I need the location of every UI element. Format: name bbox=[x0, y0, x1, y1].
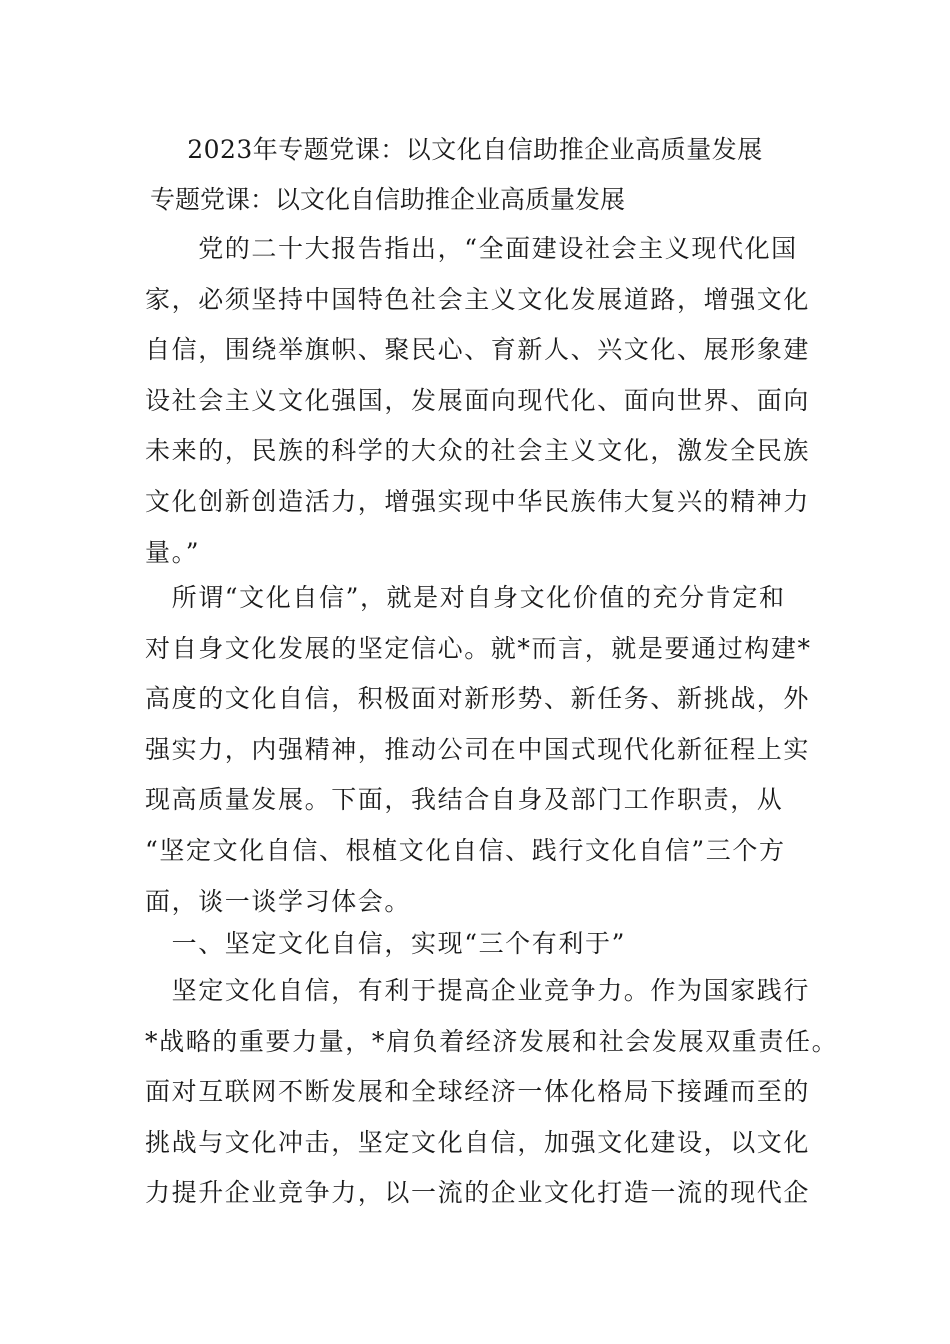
paragraph-line: 对自身文化发展的坚定信心。就*而言，就是要通过构建* bbox=[145, 633, 812, 663]
paragraph-line: 党的二十大报告指出，“全面建设社会主义现代化国 bbox=[145, 234, 798, 263]
document-subtitle: 专题党课：以文化自信助推企业高质量发展 bbox=[150, 185, 626, 214]
section-heading-line: 一、坚定文化自信，实现“三个有利于” bbox=[145, 929, 626, 958]
paragraph-line: 现高质量发展。下面，我结合自身及部门工作职责，从 bbox=[145, 785, 784, 815]
paragraph-line: 设社会主义文化强国，发展面向现代化、面向世界、面向 bbox=[145, 385, 811, 415]
paragraph-2 bbox=[145, 573, 810, 927]
paragraph-line: 所谓“文化自信”，就是对自身文化价值的充分肯定和 bbox=[145, 583, 786, 612]
paragraph-line: 面对互联网不断发展和全球经济一体化格局下接踵而至的 bbox=[145, 1077, 811, 1107]
paragraph-3 bbox=[145, 966, 839, 1219]
paragraph-line: 高度的文化自信，积极面对新形势、新任务、新挑战，外 bbox=[145, 684, 811, 714]
document-title: 2023年专题党课：以文化自信助推企业高质量发展 bbox=[187, 135, 763, 164]
paragraph-line: 面，谈一谈学习体会。 bbox=[145, 886, 412, 916]
paragraph-line: 自信，围绕举旗帜、聚民心、育新人、兴文化、展形象建 bbox=[145, 335, 811, 365]
paragraph-line: 挑战与文化冲击，坚定文化自信，加强文化建设，以文化 bbox=[145, 1127, 811, 1157]
paragraph-line: 家，必须坚持中国特色社会主义文化发展道路，增强文化 bbox=[145, 284, 811, 314]
paragraph-line: 文化创新创造活力，增强实现中华民族伟大复兴的精神力 bbox=[145, 486, 811, 516]
paragraph-line: 力提升企业竞争力，以一流的企业文化打造一流的现代企 bbox=[145, 1178, 811, 1208]
paragraph-line: 强实力，内强精神，推动公司在中国式现代化新征程上实 bbox=[145, 734, 811, 764]
paragraph-line: *战略的重要力量，*肩负着经济发展和社会发展双重责任。 bbox=[145, 1026, 839, 1056]
paragraph-line: 量。” bbox=[145, 537, 201, 567]
section-heading-1 bbox=[145, 919, 810, 970]
paragraph-line: 坚定文化自信，有利于提高企业竞争力。作为国家践行 bbox=[145, 976, 811, 1005]
paragraph-1 bbox=[145, 224, 810, 578]
paragraph-line: 未来的，民族的科学的大众的社会主义文化，激发全民族 bbox=[145, 436, 811, 466]
paragraph-line: “坚定文化自信、根植文化自信、践行文化自信”三个方 bbox=[145, 835, 786, 865]
